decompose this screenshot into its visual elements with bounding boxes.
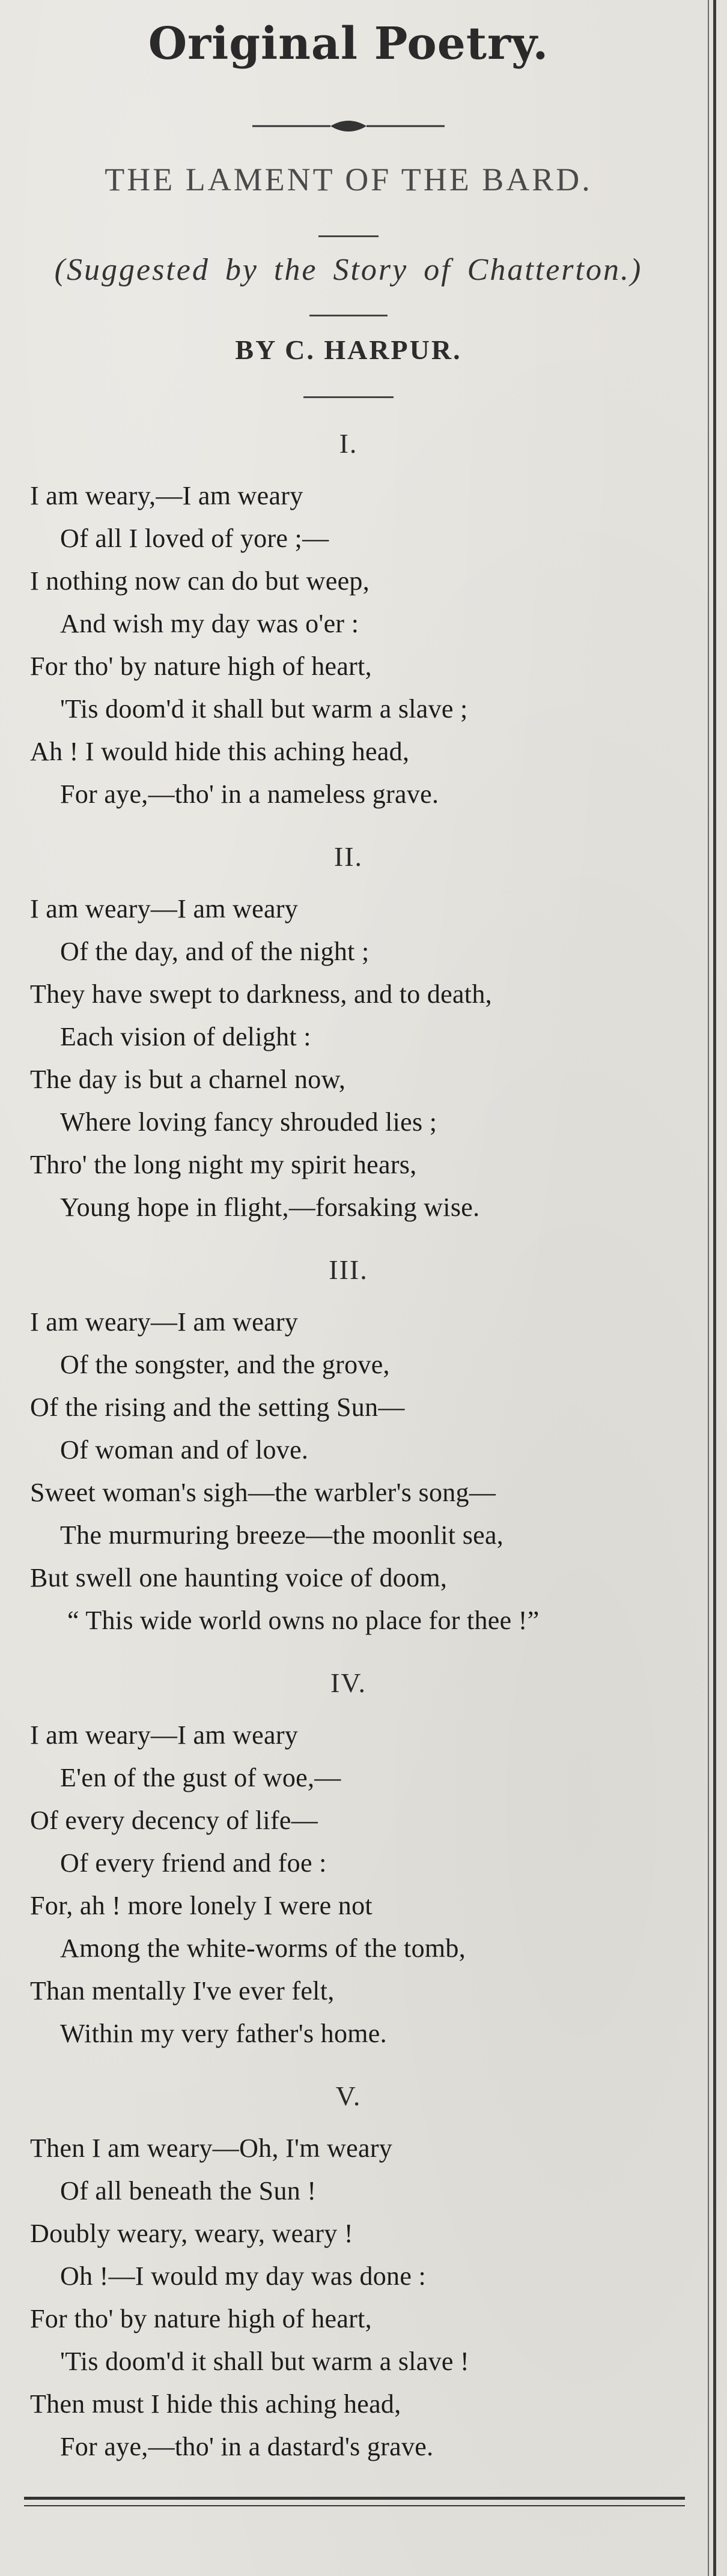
poem-line: Young hope in flight,—forsaking wise. <box>60 1193 480 1222</box>
stanza-number: V. <box>335 2081 362 2111</box>
poem-line: E'en of the gust of woe,— <box>60 1763 341 1792</box>
poem-line: Ah ! I would hide this aching head, <box>30 737 410 766</box>
section-masthead: Original Poetry. <box>148 18 549 70</box>
poem-line: Of every friend and foe : <box>60 1848 327 1878</box>
poem-line: I am weary—I am weary <box>30 1720 299 1750</box>
poem-line: I am weary,—I am weary <box>30 481 303 510</box>
poem-title: THE LAMENT OF THE BARD. <box>105 162 592 198</box>
poem-line: For tho' by nature high of heart, <box>30 652 372 681</box>
poem-line: For, ah ! more lonely I were not <box>30 1891 373 1920</box>
poem-line: I am weary—I am weary <box>30 894 299 924</box>
stanza-number: II. <box>333 841 363 872</box>
poem-line: “ This wide world owns no place for thee !” <box>67 1606 540 1635</box>
poem-subtitle: (Suggested by the Story of Chatterton.) <box>54 253 643 287</box>
poem-line: The murmuring breeze—the moonlit sea, <box>60 1520 504 1550</box>
poem-line: Of all I loved of yore ;— <box>60 524 329 553</box>
poem-line: For tho' by nature high of heart, <box>30 2304 372 2333</box>
stanza-number: I. <box>339 428 358 459</box>
poem-line: Doubly weary, weary, weary ! <box>30 2219 353 2248</box>
poem-line: For aye,—tho' in a nameless grave. <box>60 779 439 809</box>
poem-line: Of all beneath the Sun ! <box>60 2176 317 2206</box>
subtitle-rule <box>309 315 388 316</box>
column-rule-thin <box>708 0 709 2576</box>
poem-line: I nothing now can do but weep, <box>30 566 370 596</box>
stanza-number: IV. <box>330 1667 367 1698</box>
poem-line: Sweet woman's sigh—the warbler's song— <box>30 1478 496 1507</box>
poem-line: Of the rising and the setting Sun— <box>30 1392 405 1422</box>
poem-line: Than mentally I've ever felt, <box>30 1976 335 2006</box>
poem-line: 'Tis doom'd it shall but warm a slave ; <box>60 694 468 724</box>
poem-line: 'Tis doom'd it shall but warm a slave ! <box>60 2347 470 2376</box>
poem-line: They have swept to darkness, and to death, <box>30 979 492 1009</box>
poem-line: Then I am weary—Oh, I'm weary <box>30 2133 393 2163</box>
poem-line: Of the day, and of the night ; <box>60 937 370 966</box>
byline-rule <box>303 396 394 398</box>
poem-line: Of woman and of love. <box>60 1435 309 1465</box>
title-rule <box>318 235 379 237</box>
poem-line: Thro' the long night my spirit hears, <box>30 1150 417 1179</box>
poem-line: Of the songster, and the grove, <box>60 1350 390 1379</box>
end-rule-thin <box>24 2505 685 2506</box>
column-rule <box>713 0 716 2576</box>
poem-line: Among the white-worms of the tomb, <box>60 1934 466 1963</box>
end-rule-thick <box>24 2497 685 2500</box>
poem-line: For aye,—tho' in a dastard's grave. <box>60 2432 434 2461</box>
poem-line: And wish my day was o'er : <box>60 609 359 638</box>
poem-line: Then must I hide this aching head, <box>30 2389 401 2419</box>
poem-line: Within my very father's home. <box>60 2019 387 2048</box>
poem-line: I am weary—I am weary <box>30 1307 299 1337</box>
poem-line: Oh !—I would my day was done : <box>60 2261 427 2291</box>
stanza-number: III. <box>329 1254 368 1285</box>
poem-line: The day is but a charnel now, <box>30 1065 346 1094</box>
poem-line: Of every decency of life— <box>30 1806 318 1835</box>
poem-line: But swell one haunting voice of doom, <box>30 1563 448 1592</box>
poem-line: Each vision of delight : <box>60 1022 311 1051</box>
author-byline: BY C. HARPUR. <box>235 334 462 365</box>
poem-line: Where loving fancy shrouded lies ; <box>60 1107 437 1137</box>
ornament-divider <box>252 114 445 138</box>
